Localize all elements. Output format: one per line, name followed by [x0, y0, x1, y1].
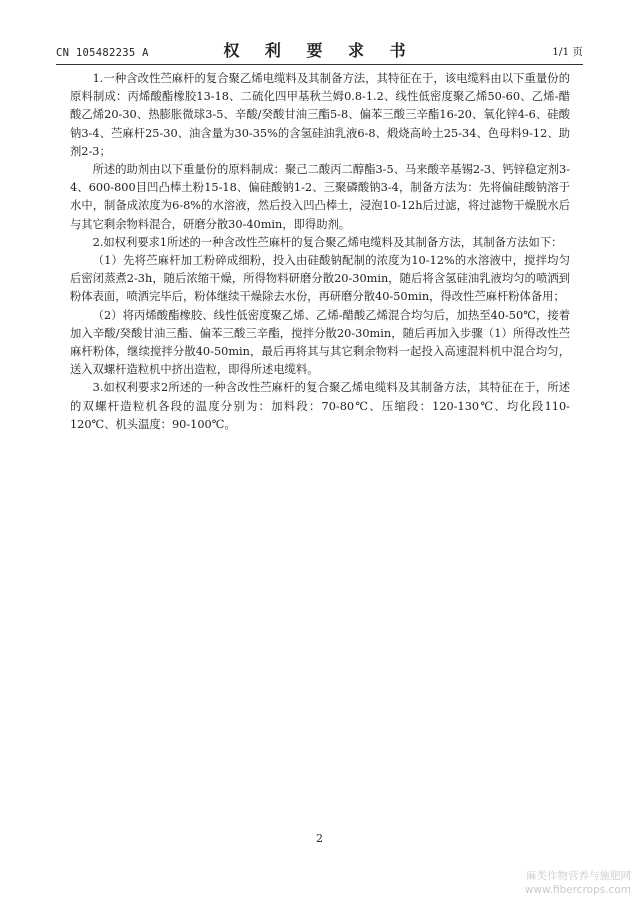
claim-2-step-1: （1）先将苎麻杆加工粉碎成细粉，投入由硅酸钠配制的浓度为10-12%的水溶液中，搅拌均匀后密闭蒸煮2-3h，随后浓缩干燥，所得物料研磨分散20-30min，随后将含氢硅油乳液均匀的喷洒到粉体表面，喷洒完毕后，粉体继续干燥除去水份，再研磨分散40-50min，得改性苎麻杆粉体备用； — [70, 254, 570, 304]
claim-1-additive-paragraph: 所述的助剂由以下重量份的原料制成：聚己二酸丙二醇酯3-5、马来酸辛基锡2-3、钙锌稳定剂3-4、600-800目凹凸棒土粉15-18、偏硅酸钠1-2、三聚磷酸钠3-4，制备方法为：先将偏硅酸钠溶于水中，制备成浓度为6-8%的水溶液，然后投入凹凸棒土，浸泡10-12h后过滤，将过滤物干燥脱水后与其它剩余物料混合，研磨分散30-40min，即得助剂。 — [70, 163, 570, 231]
claim-3-paragraph: 3.如权利要求2所述的一种含改性苎麻杆的复合聚乙烯电缆料及其制备方法，其特征在于，所述的双螺杆造粒机各段的温度分别为：加料段：70-80℃、压缩段：120-130℃、均化段110-120℃、机头温度：90-100℃。 — [70, 381, 570, 431]
claim-2-paragraph: 2.如权利要求1所述的一种含改性苎麻杆的复合聚乙烯电缆料及其制备方法，其制备方法如下： — [92, 235, 563, 249]
document-title: 权 利 要 求 书 — [223, 41, 416, 60]
claim-1-paragraph: 1.一种含改性苎麻杆的复合聚乙烯电缆料及其制备方法，其特征在于，该电缆料由以下重量份的原料制成：丙烯酸酯橡胶13-18、二硫化四甲基秋兰姆0.8-1.2、线性低密度聚乙烯50-60、乙烯-醋酸乙烯20-30、热膨胀微球3-5、辛酸/癸酸甘油三酯5-8、偏苯三酸三辛酯16-20、氧化锌4-6、硅酸钠3-4、苎麻杆25-30、油含量为30-35%的含氢硅油乳液6-8、煅烧高岭土25-34、色母料9-12、助剂2-3； — [70, 72, 570, 158]
claims-body — [70, 70, 570, 434]
page-header — [56, 38, 583, 65]
watermark-url: www.fibercrops.com — [524, 884, 631, 896]
page-number: 2 — [316, 832, 323, 845]
page-count: 1/1 页 — [552, 46, 583, 58]
publication-number: CN 105482235 A — [56, 47, 149, 59]
claim-2-step-2: （2）将丙烯酸酯橡胶、线性低密度聚乙烯、乙烯-醋酸乙烯混合均匀后，加热至40-50℃，接着加入辛酸/癸酸甘油三酯、偏苯三酸三辛酯，搅拌分散20-30min，随后再加入步骤（1）所得改性苎麻杆粉体，继续搅拌分散40-50min，最后再将其与其它剩余物料一起投入高速混料机中混合均匀，送入双螺杆造粒机中挤出造粒，即得所述电缆料。 — [70, 308, 570, 377]
watermark-site-name: 麻类作物营养与施肥网 — [526, 870, 631, 882]
watermark — [525, 869, 631, 897]
